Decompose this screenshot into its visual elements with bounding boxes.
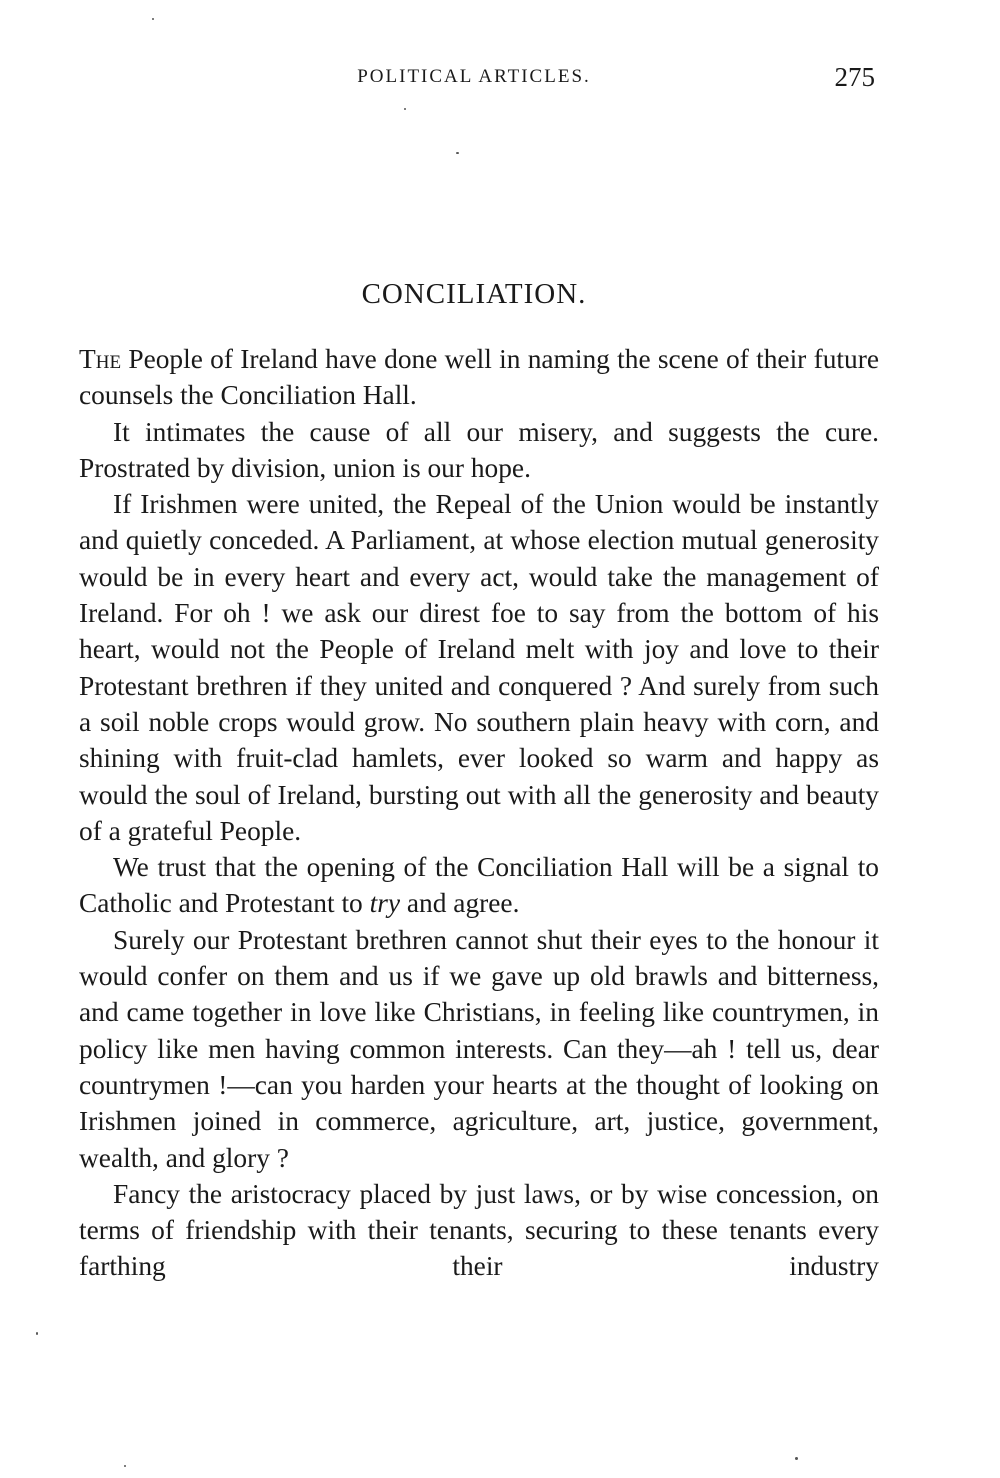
paper-speck [404, 108, 406, 110]
paragraph-3: If Irishmen were united, the Repeal of the Union would be instantly and quietly conceded. A Parliament, at whose election mutual generosity would be in every heart and every act, would take the management of Ireland. For oh ! we ask our direst foe to say from the bottom of his heart, would not the People of Ireland melt with joy and love to their Protestant brethren if they united and conquered ? And surely from such a soil noble crops would grow. No southern plain heavy with corn, and shining with fruit-clad hamlets, ever looked so warm and happy as would the soul of Ireland, bursting out with all the generosity and beauty of a grateful People. [79, 489, 879, 846]
article-title: CONCILIATION. [361, 278, 587, 310]
paragraph-5: Surely our Protestant brethren cannot shut their eyes to the honour it would confer on them and us if we gave up old brawls and bitterness, and came together in love like Christians, in feeling like countrymen, in policy like men having common interests. Can they—ah ! tell us, dear countrymen !—can you harden your hearts at the thought of looking on Irishmen joined in commerce, agriculture, art, justice, government, wealth, and glory ? [79, 924, 879, 1173]
paragraph-4 [79, 849, 879, 922]
book-page [79, 0, 879, 1478]
paragraph-4-text-before: We trust that the opening of the Conciliation Hall will be a signal to Catholic and Protestant to [79, 852, 879, 919]
paper-speck [795, 1457, 798, 1460]
paragraph-2: It intimates the cause of all our misery, and suggests the cure. Prostrated by division, union is our hope. [79, 416, 879, 483]
page-number: 275 [834, 62, 875, 92]
paragraph-1 [79, 341, 879, 414]
paper-speck [36, 1332, 38, 1335]
paper-speck [124, 1465, 126, 1467]
paper-speck [152, 18, 154, 20]
opening-word: The [79, 344, 122, 374]
paragraph-6: Fancy the aristocracy placed by just laws, or by wise concession, on terms of friendship with their tenants, securing to these tenants every farthing their industry [79, 1178, 879, 1282]
running-title: POLITICAL ARTICLES. [357, 66, 591, 87]
emphasized-word: try [369, 888, 401, 919]
paragraph-1-text: People of Ireland have done well in naming the scene of their future counsels the Conciliation Hall. [79, 344, 879, 411]
paper-speck [456, 152, 459, 154]
article-body [79, 341, 879, 1285]
paragraph-4-text-after: and agree. [400, 888, 520, 919]
running-header [79, 62, 879, 102]
